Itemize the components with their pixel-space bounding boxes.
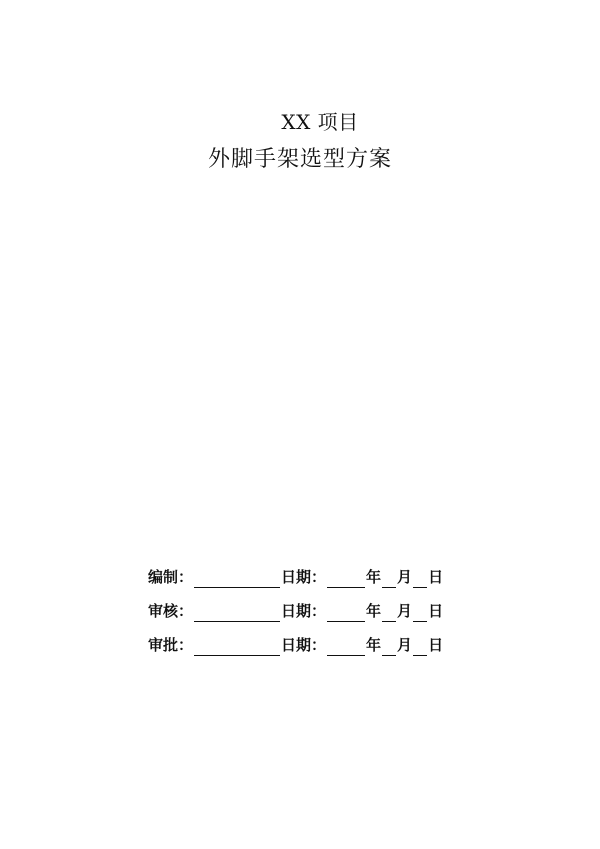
name-blank [194, 639, 280, 656]
role-label: 编制： [148, 568, 194, 586]
date-label: 日期： [281, 602, 327, 620]
month-label: 月 [397, 636, 413, 654]
day-label: 日 [428, 636, 444, 654]
day-blank [413, 571, 427, 588]
year-blank [327, 605, 365, 622]
year-label: 年 [366, 636, 382, 654]
name-blank [194, 605, 280, 622]
name-blank [194, 571, 280, 588]
scheme-title: 外脚手架选型方案 [207, 147, 392, 172]
month-label: 月 [397, 602, 413, 620]
sign-row-approve [148, 622, 443, 656]
day-blank [413, 639, 427, 656]
month-blank [382, 605, 396, 622]
day-label: 日 [428, 568, 444, 586]
date-label: 日期： [281, 636, 327, 654]
month-label: 月 [397, 568, 413, 586]
day-blank [413, 605, 427, 622]
date-label: 日期： [281, 568, 327, 586]
year-blank [327, 639, 365, 656]
month-blank [382, 639, 396, 656]
signature-block [148, 554, 443, 656]
project-title: XX 项目 [281, 110, 359, 134]
day-label: 日 [428, 602, 444, 620]
sign-row-review [148, 588, 443, 622]
year-blank [327, 571, 365, 588]
sign-row-compile [148, 554, 443, 588]
month-blank [382, 571, 396, 588]
year-label: 年 [366, 568, 382, 586]
role-label: 审批： [148, 636, 194, 654]
role-label: 审核： [148, 602, 194, 620]
year-label: 年 [366, 602, 382, 620]
